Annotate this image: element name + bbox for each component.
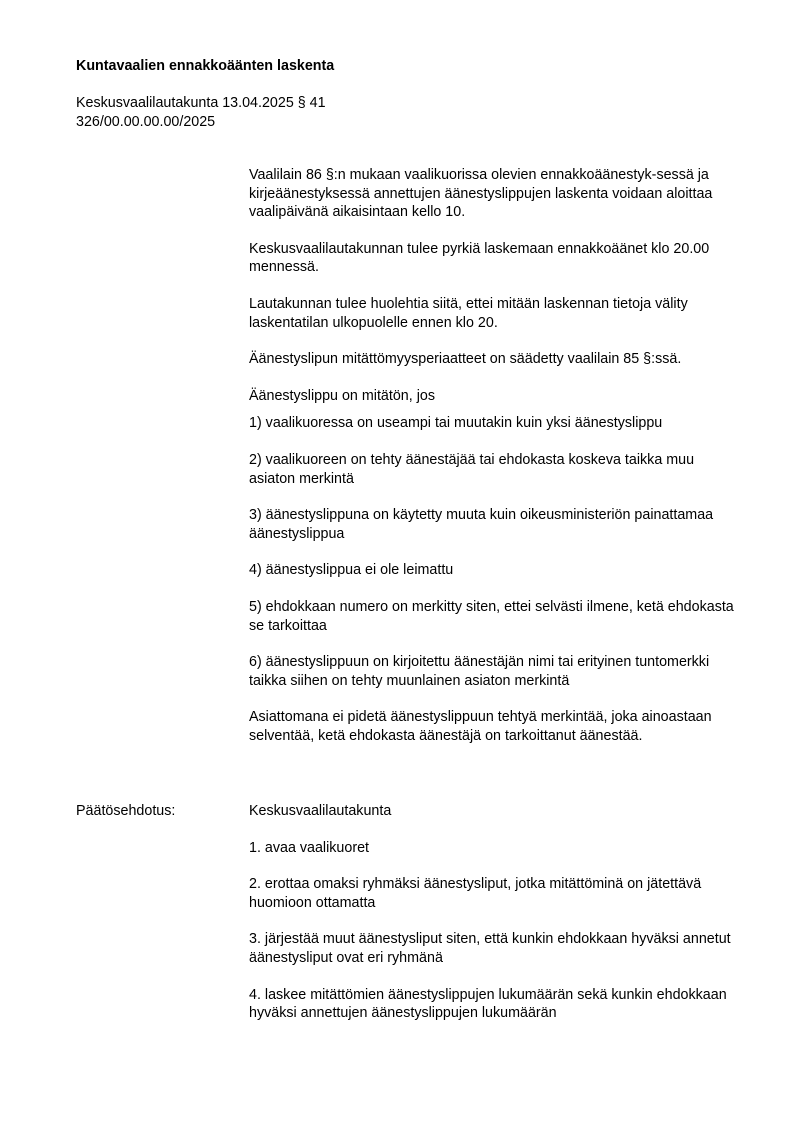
proposal-lead: Keskusvaalilautakunta	[249, 803, 392, 819]
paragraph-invalidity-law: Äänestyslipun mitättömyysperiaatteet on säädetty vaalilain 85 §:ssä.	[249, 351, 682, 368]
proposal-label: Päätösehdotus:	[76, 803, 176, 819]
document-title: Kuntavaalien ennakkoäänten laskenta	[76, 58, 335, 74]
invalid-item: 6) äänestyslippuun on kirjoitettu äänestäjän nimi tai erityinen tuntomerkki taikka siihen on tehty muunlainen asiaton merkintä	[249, 654, 710, 689]
case-number: 326/00.00.00.00/2025	[76, 113, 216, 130]
proposal-item: 4. laskee mitättömien äänestyslippujen lukumäärän sekä kunkin ehdokkaan hyväksi annettujen äänestyslippujen lukumäärän	[249, 986, 727, 1022]
proposal-item: 1. avaa vaalikuoret	[249, 839, 370, 856]
invalid-item: 3) äänestyslippuna on käytetty muuta kuin oikeusministeriön painattamaa äänestyslippua	[249, 507, 714, 542]
meeting-reference	[76, 94, 476, 131]
proposal-body	[249, 802, 739, 1023]
document-body	[249, 166, 739, 745]
paragraph-invalid-intro: Äänestyslippu on mitätön, jos	[249, 387, 435, 404]
paragraph-closing: Asiattomana ei pidetä äänestyslippuun tehtyä merkintää, joka ainoastaan selventää, ketä ehdokasta äänestäjä on tarkoittanut äänestää.	[249, 709, 712, 744]
paragraph-deadline: Keskusvaalilautakunnan tulee pyrkiä laskemaan ennakkoäänet klo 20.00 mennessä.	[249, 240, 710, 276]
proposal-item: 2. erottaa omaksi ryhmäksi äänestysliput, jotka mitättöminä on jätettävä huomioon ottamatta	[249, 876, 702, 911]
invalid-item: 5) ehdokkaan numero on merkitty siten, ettei selvästi ilmene, ketä ehdokasta se tarkoittaa	[249, 598, 734, 634]
proposal-item: 3. järjestää muut äänestysliput siten, että kunkin ehdokkaan hyväksi annetut äänestysliput ovat eri ryhmänä	[249, 931, 731, 966]
invalid-item: 2) vaalikuoreen on tehty äänestäjää tai ehdokasta koskeva taikka muu asiaton merkintä	[249, 451, 695, 487]
meeting-line: Keskusvaalilautakunta 13.04.2025 § 41	[76, 95, 326, 111]
invalid-item: 1) vaalikuoressa on useampi tai muutakin kuin yksi äänestyslippu	[249, 415, 663, 432]
invalid-item: 4) äänestyslippua ei ole leimattu	[249, 562, 454, 579]
paragraph-intro: Vaalilain 86 §:n mukaan vaalikuorissa olevien ennakkoäänestyk-sessä ja kirjeäänestyksessä annettujen äänestyslippujen laskenta voidaan aloittaa vaalipäivänä aikaisintaan kello 10.	[249, 167, 713, 221]
paragraph-confidentiality: Lautakunnan tulee huolehtia siitä, ettei mitään laskennan tietoja välity laskentatilan ulkopuolelle ennen klo 20.	[249, 295, 688, 331]
